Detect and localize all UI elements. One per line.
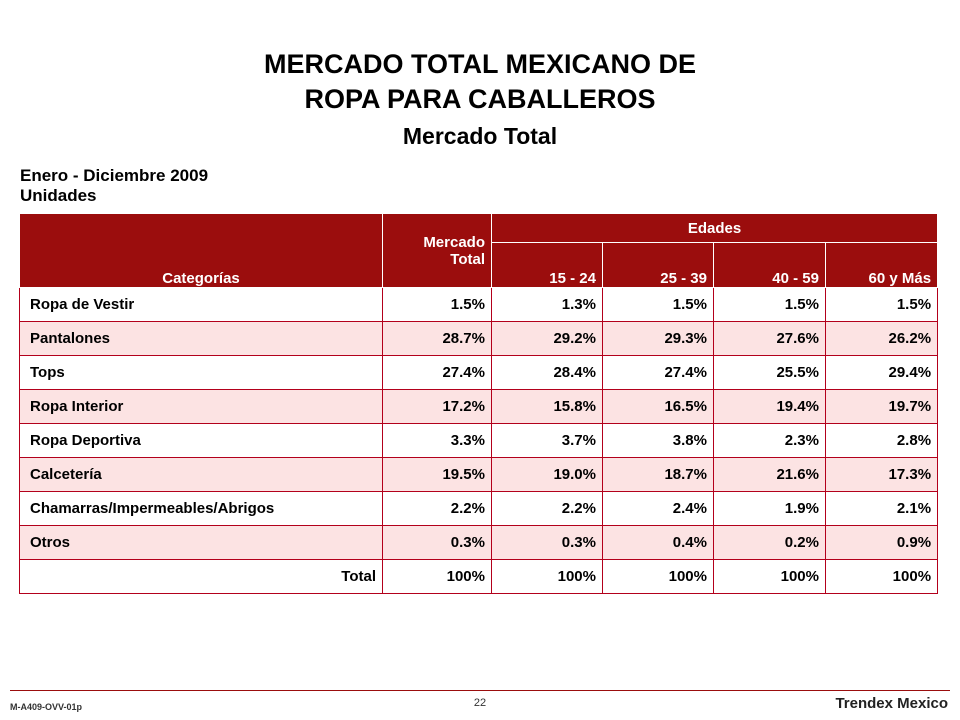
cell-age-25-39: 100% (603, 560, 714, 594)
table-row (20, 322, 938, 356)
total-row (20, 560, 938, 594)
cell-market-total: 3.3% (383, 424, 492, 458)
header-age-15-24: 15 - 24 (492, 243, 603, 288)
cell-age-40-59: 1.5% (714, 288, 826, 322)
cell-age-25-39: 16.5% (603, 390, 714, 424)
cell-age-15-24: 100% (492, 560, 603, 594)
cell-age-25-39: 27.4% (603, 356, 714, 390)
header-market-total: Mercado Total (383, 214, 492, 288)
cell-age-25-39: 2.4% (603, 492, 714, 526)
cell-market-total: 100% (383, 560, 492, 594)
cell-age-25-39: 18.7% (603, 458, 714, 492)
period-label: Enero - Diciembre 2009 (20, 166, 209, 185)
cell-age-40-59: 25.5% (714, 356, 826, 390)
footer-divider (10, 690, 950, 691)
cell-age-40-59: 21.6% (714, 458, 826, 492)
cell-market-total: 1.5% (383, 288, 492, 322)
cell-age-15-24: 19.0% (492, 458, 603, 492)
cell-age-60-plus: 100% (826, 560, 938, 594)
cell-age-60-plus: 29.4% (826, 356, 938, 390)
header-age-group: Edades (492, 214, 938, 243)
cell-age-60-plus: 2.8% (826, 424, 938, 458)
cell-age-40-59: 19.4% (714, 390, 826, 424)
table-row (20, 356, 938, 390)
cell-market-total: 2.2% (383, 492, 492, 526)
brand-name: Trendex Mexico (835, 695, 948, 712)
document-code: M-A409-OVV-01p (10, 702, 83, 712)
cell-age-15-24: 3.7% (492, 424, 603, 458)
table-row (20, 424, 938, 458)
row-category: Chamarras/Impermeables/Abrigos (20, 492, 383, 526)
page-subtitle: Mercado Total (402, 123, 558, 149)
cell-age-15-24: 15.8% (492, 390, 603, 424)
cell-market-total: 17.2% (383, 390, 492, 424)
cell-market-total: 19.5% (383, 458, 492, 492)
cell-age-60-plus: 19.7% (826, 390, 938, 424)
cell-market-total: 27.4% (383, 356, 492, 390)
market-share-table (19, 213, 938, 594)
row-category: Ropa Interior (20, 390, 383, 424)
table-row (20, 288, 938, 322)
cell-age-40-59: 100% (714, 560, 826, 594)
row-category: Otros (20, 526, 383, 560)
cell-age-15-24: 28.4% (492, 356, 603, 390)
unit-label: Unidades (20, 186, 97, 205)
row-category: Pantalones (20, 322, 383, 356)
cell-age-15-24: 0.3% (492, 526, 603, 560)
cell-market-total: 28.7% (383, 322, 492, 356)
page-number: 22 (473, 697, 487, 709)
cell-age-40-59: 0.2% (714, 526, 826, 560)
cell-age-15-24: 29.2% (492, 322, 603, 356)
table-row (20, 526, 938, 560)
cell-age-25-39: 0.4% (603, 526, 714, 560)
table-row (20, 390, 938, 424)
cell-age-40-59: 2.3% (714, 424, 826, 458)
row-category: Ropa de Vestir (20, 288, 383, 322)
total-label: Total (20, 560, 383, 594)
header-age-60-plus: 60 y Más (826, 243, 938, 288)
cell-age-60-plus: 26.2% (826, 322, 938, 356)
table-row (20, 458, 938, 492)
cell-age-15-24: 1.3% (492, 288, 603, 322)
cell-age-40-59: 1.9% (714, 492, 826, 526)
cell-age-60-plus: 1.5% (826, 288, 938, 322)
cell-age-15-24: 2.2% (492, 492, 603, 526)
cell-age-40-59: 27.6% (714, 322, 826, 356)
page-title-line2: ROPA PARA CABALLEROS (304, 84, 656, 114)
cell-age-60-plus: 0.9% (826, 526, 938, 560)
period-block (20, 166, 208, 206)
cell-age-25-39: 29.3% (603, 322, 714, 356)
header-categories: Categorías (20, 214, 383, 288)
cell-age-25-39: 3.8% (603, 424, 714, 458)
page-title-line1: MERCADO TOTAL MEXICANO DE (263, 49, 696, 79)
cell-market-total: 0.3% (383, 526, 492, 560)
cell-age-25-39: 1.5% (603, 288, 714, 322)
header-age-40-59: 40 - 59 (714, 243, 826, 288)
cell-age-60-plus: 17.3% (826, 458, 938, 492)
row-category: Calcetería (20, 458, 383, 492)
header-age-25-39: 25 - 39 (603, 243, 714, 288)
cell-age-60-plus: 2.1% (826, 492, 938, 526)
table-row (20, 492, 938, 526)
row-category: Ropa Deportiva (20, 424, 383, 458)
row-category: Tops (20, 356, 383, 390)
